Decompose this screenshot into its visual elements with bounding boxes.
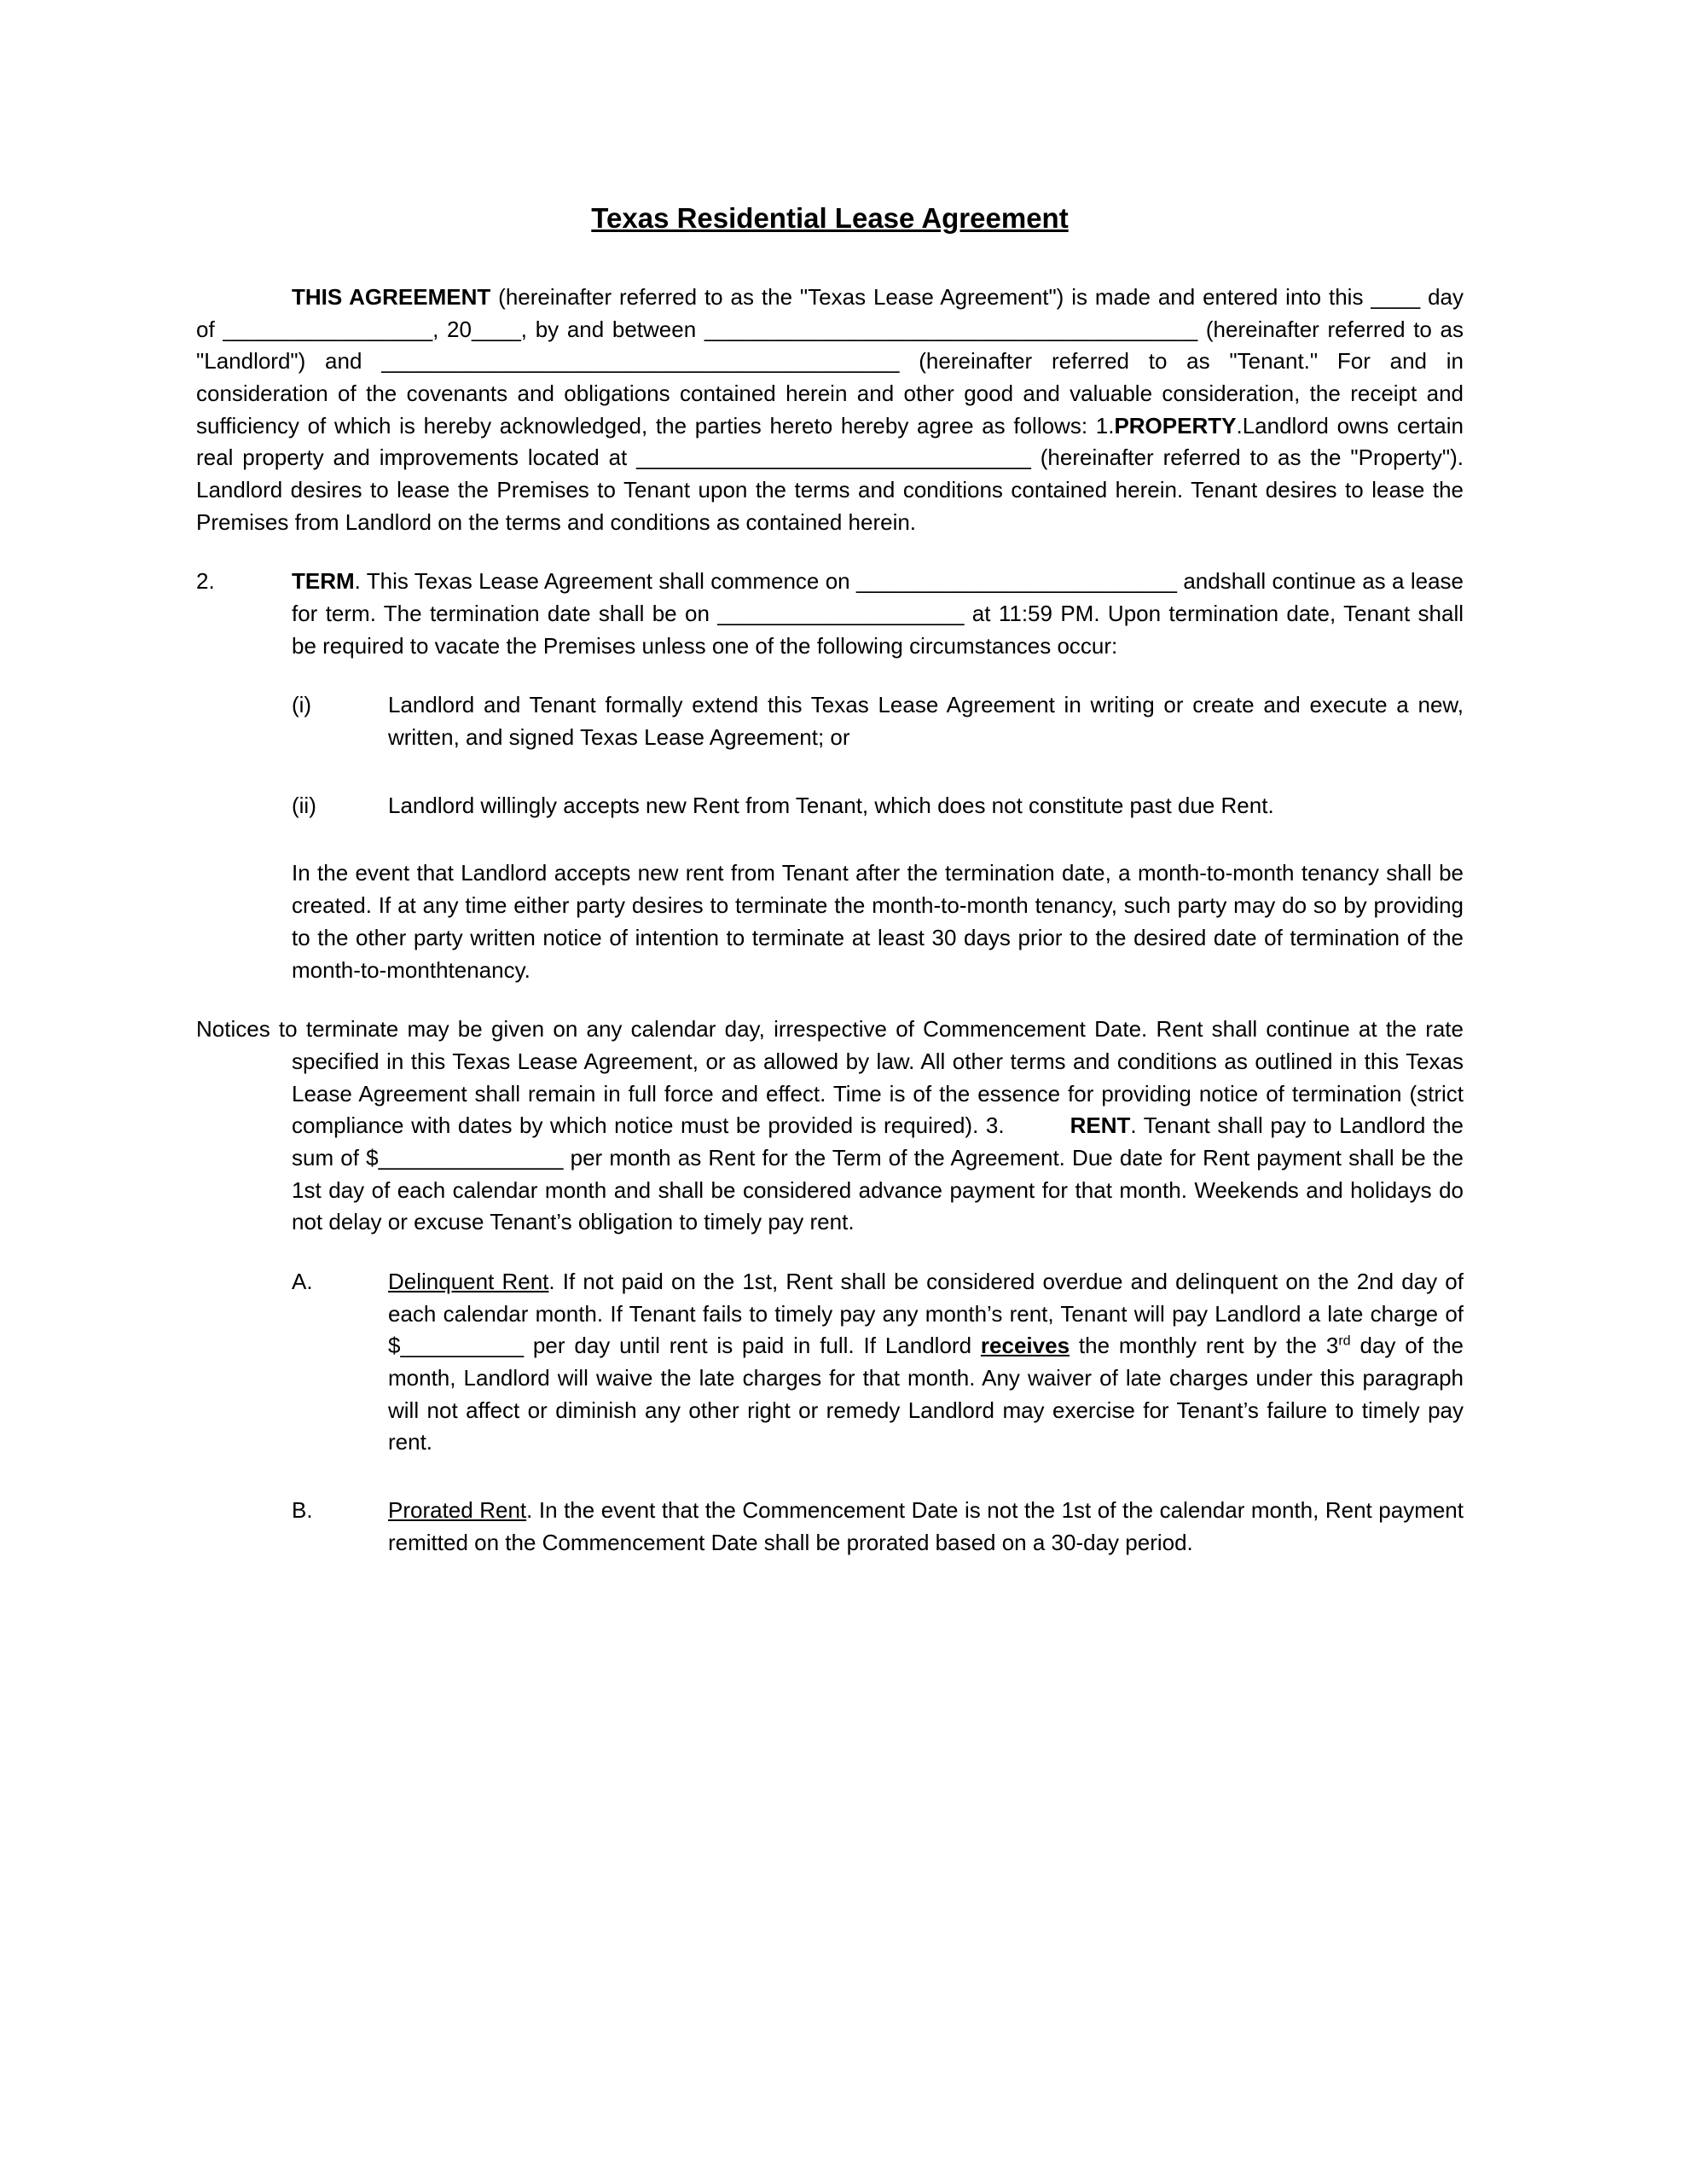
term-item-i [292, 689, 1464, 753]
prorated-rent-heading: Prorated Rent [388, 1497, 527, 1524]
term-section [196, 566, 1464, 662]
delinquent-rent-item [292, 1266, 1464, 1459]
month-to-month-paragraph [292, 857, 1464, 986]
item-marker-b: B. [292, 1497, 313, 1524]
prorated-rent-item [292, 1495, 1464, 1559]
item-marker-i: (i) [292, 692, 312, 718]
text-run: . This Texas Lease Agreement shall commence on __________________________ andshall continue as a lease for term. The termination date shall be on ____________________ at 11:59 PM. Upon termination date, Tenant shall be required to vacate the Premises unless one of the following circumstances occur: [292, 568, 1464, 659]
text-run: .Landlord owns certain real property and improvements located at ________________________________ (hereinafter referred to as the "Property"). Landlord desires to lease the Premises to Tenant upon the terms and conditions contained herein. Tenant desires to lease the Premises from Landlord on the terms and conditions as contained herein. [196, 412, 1464, 535]
item-marker-a: A. [292, 1269, 313, 1295]
this-agreement-heading: THIS AGREEMENT [292, 283, 491, 310]
text-run: . Tenant shall pay to Landlord the sum of $_______________ per month as Rent for the Term of the Agreement. Due date for Rent payment shall be the 1st day of each calendar month and shall be considered advance payment for that month. Weekends and holidays do not delay or excuse Tenant’s obligation to timely pay rent. [292, 1112, 1464, 1235]
document-title: Texas Residential Lease Agreement [591, 202, 1069, 234]
receives-emphasis: receives [980, 1333, 1070, 1359]
opening-paragraph [196, 282, 1464, 539]
text-run: day of the month, Landlord will waive the late charges for that month. Any waiver of late charges under this paragraph will not affect or diminish any other right or remedy Landlord may exercise for Tenant’s failure to timely pay rent. [388, 1333, 1464, 1455]
text-run: Landlord willingly accepts new Rent from Tenant, which does not constitute past due Rent. [388, 792, 1274, 818]
delinquent-rent-heading: Delinquent Rent [388, 1269, 549, 1295]
rent-subitems [292, 1266, 1464, 1560]
ordinal-superscript: rd [1338, 1333, 1351, 1349]
term-heading: TERM [292, 568, 355, 595]
notices-rent-paragraph [196, 1014, 1464, 1239]
section-number: 2. [196, 568, 215, 595]
property-heading: PROPERTY [1114, 412, 1237, 439]
item-marker-ii: (ii) [292, 792, 316, 818]
term-item-ii [292, 790, 1464, 822]
text-run: In the event that Landlord accepts new rent from Tenant after the termination date, a month-to-month tenancy shall be created. If at any time either party desires to terminate the month-to-month tenancy, such party may do so by providing to the other party written notice of intention to terminate at least 30 days prior to the desired date of termination of the month-to-monthtenancy. [292, 860, 1464, 983]
text-run: the monthly rent by the 3 [1070, 1333, 1339, 1359]
text-run: Landlord and Tenant formally extend this Texas Lease Agreement in writing or create and execute a new, written, and signed Texas Lease Agreement; or [388, 692, 1464, 751]
term-subitems [292, 689, 1464, 986]
text-run: . In the event that the Commencement Date is not the 1st of the calendar month, Rent payment remitted on the Commencement Date shall be prorated based on a 30-day period. [388, 1497, 1464, 1555]
text-run: Notices to terminate may be given on any calendar day, irrespective of Commencement Date. Rent shall continue at the rate specified in this Texas Lease Agreement, or as allowed by law. All other terms and conditions as outlined in this Texas Lease Agreement shall remain in full force and effect. Time is of the essence for providing notice of termination (strict compliance with dates by which notice must be provided is required). 3. [196, 1016, 1464, 1139]
text-run: . If not paid on the 1st, Rent shall be considered overdue and delinquent on the 2nd day of each calendar month. If Tenant fails to timely pay any month’s rent, Tenant will pay Landlord a late charge of $__________ per day until rent is paid in full. If Landlord [388, 1269, 1464, 1359]
rent-heading: RENT [1070, 1112, 1131, 1139]
text-run: (hereinafter referred to as the "Texas Lease Agreement") is made and entered into this ____ day of _________________, 20____, by and between ________________________________________ (hereinafter referred to as "Landlord") and __________________________________________ (hereinafter referred to as "Tenant." For and in consideration of the covenants and obligations contained herein and other good and valuable consideration, the receipt and sufficiency of which is hereby acknowledged, the parties hereto hereby agree as follows: 1. [196, 283, 1464, 439]
